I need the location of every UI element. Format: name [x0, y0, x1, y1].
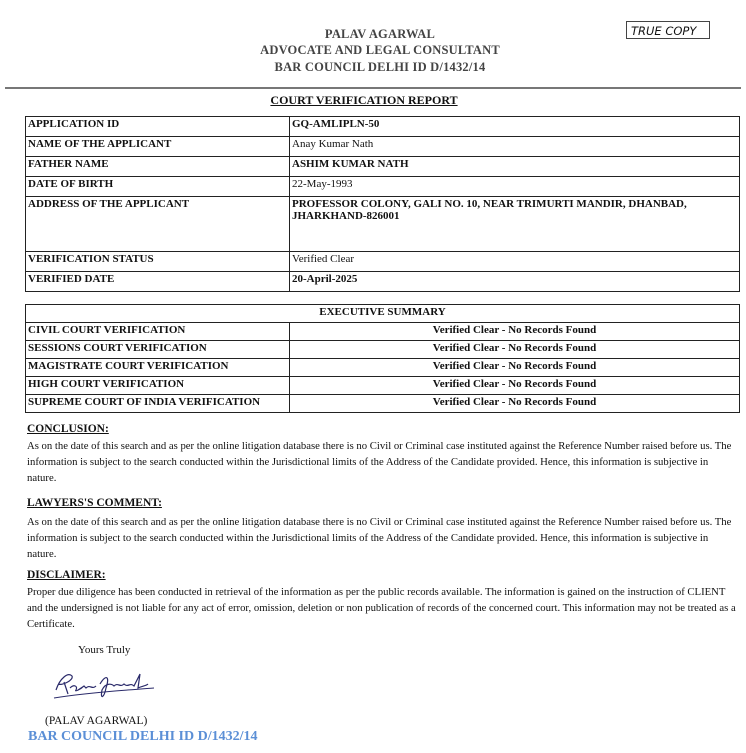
true-copy-stamp: TRUE COPY [626, 21, 710, 39]
row-value: PROFESSOR COLONY, GALI NO. 10, NEAR TRIMURTI MANDIR, DHANBAD, JHARKHAND-826001 [290, 197, 740, 252]
row-value: 22-May-1993 [290, 177, 740, 197]
row-value: Verified Clear [290, 252, 740, 272]
closing-text: Yours Truly [78, 644, 131, 656]
row-label: SUPREME COURT OF INDIA VERIFICATION [26, 395, 290, 413]
table-row [26, 323, 740, 341]
table-header-row [26, 305, 740, 323]
row-label: HIGH COURT VERIFICATION [26, 377, 290, 395]
row-label: SESSIONS COURT VERIFICATION [26, 341, 290, 359]
table-row [26, 377, 740, 395]
applicant-details-table [25, 116, 740, 292]
table-row [26, 272, 740, 292]
row-value: Anay Kumar Nath [290, 137, 740, 157]
row-label: ADDRESS OF THE APPLICANT [26, 197, 290, 252]
table-row [26, 359, 740, 377]
row-value: Verified Clear - No Records Found [290, 323, 740, 341]
row-value: ASHIM KUMAR NATH [290, 157, 740, 177]
row-value: 20-April-2025 [290, 272, 740, 292]
lawyers-comment-heading: LAWYERS'S COMMENT: [27, 497, 162, 509]
table-row [26, 137, 740, 157]
summary-heading: EXECUTIVE SUMMARY [26, 305, 740, 323]
letterhead-name: PALAV AGARWAL [324, 27, 436, 41]
table-row [26, 197, 740, 252]
letterhead-designation: ADVOCATE AND LEGAL CONSULTANT [260, 43, 500, 57]
signature-image [50, 668, 160, 704]
table-row [26, 177, 740, 197]
row-label: VERIFICATION STATUS [26, 252, 290, 272]
row-value: Verified Clear - No Records Found [290, 359, 740, 377]
row-label: FATHER NAME [26, 157, 290, 177]
report-title: COURT VERIFICATION REPORT [270, 93, 458, 107]
table-row [26, 341, 740, 359]
executive-summary-table [25, 304, 740, 413]
row-label: NAME OF THE APPLICANT [26, 137, 290, 157]
table-row [26, 157, 740, 177]
conclusion-heading: CONCLUSION: [27, 423, 109, 435]
lawyers-comment-text: As on the date of this search and as per the online litigation database there is no Civil or Criminal case instituted against the Reference Number raised before us. The information is subject to the search conducted within the Jurisdictional limits of the Address of the Candidate provided. Hence, this information is subjective in nature. [27, 516, 732, 560]
disclaimer-heading: DISCLAIMER: [27, 569, 106, 581]
row-label: MAGISTRATE COURT VERIFICATION [26, 359, 290, 377]
signatory-bar-id: BAR COUNCIL DELHI ID D/1432/14 [28, 729, 258, 744]
row-label: APPLICATION ID [26, 117, 290, 137]
disclaimer-text: Proper due diligence has been conducted in retrieval of the information as per the public records available. The information is gained on the instruction of CLIENT and the undersigned is not liable for any act of error, omission, deletion or non publication of records of the concerned court. This information may not be treated as a Certificate. [27, 586, 736, 630]
signatory-name: (PALAV AGARWAL) [45, 715, 148, 727]
table-row [26, 252, 740, 272]
conclusion-text: As on the date of this search and as per the online litigation database there is no Civil or Criminal case instituted against the Reference Number raised before us. The information is subject to the search conducted within the Jurisdictional limits of the Address of the Candidate provided. Hence, this information is subjective in nature. [27, 440, 732, 484]
row-label: DATE OF BIRTH [26, 177, 290, 197]
row-value: GQ-AMLIPLN-50 [290, 117, 740, 137]
letterhead-bar-id: BAR COUNCIL DELHI ID D/1432/14 [274, 60, 486, 74]
row-value: Verified Clear - No Records Found [290, 395, 740, 413]
row-value: Verified Clear - No Records Found [290, 341, 740, 359]
table-row [26, 117, 740, 137]
row-label: CIVIL COURT VERIFICATION [26, 323, 290, 341]
header-divider [5, 87, 741, 89]
table-row [26, 395, 740, 413]
row-value: Verified Clear - No Records Found [290, 377, 740, 395]
row-label: VERIFIED DATE [26, 272, 290, 292]
